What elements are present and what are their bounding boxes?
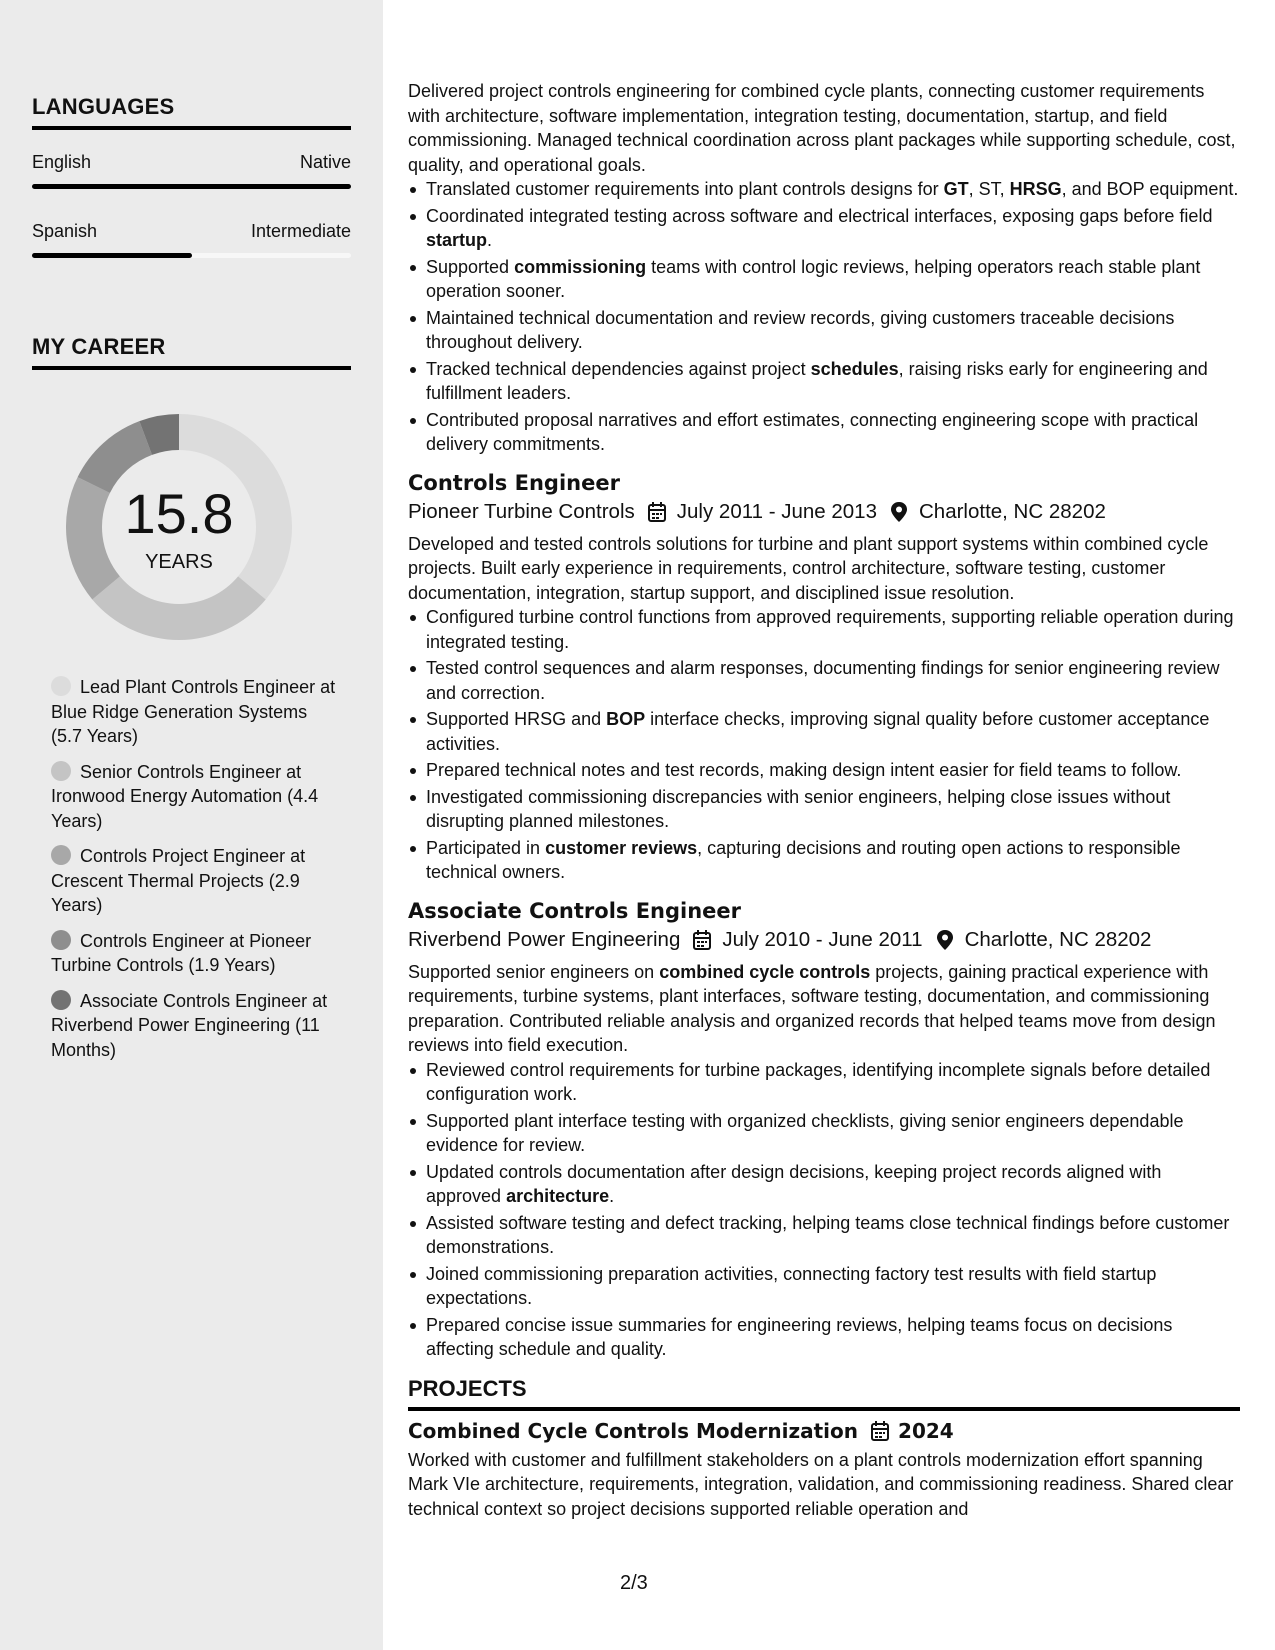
bullet-item — [408, 1109, 1240, 1158]
text-run: . — [609, 1186, 615, 1206]
career-legend-item — [51, 989, 341, 1063]
career-legend-item — [51, 760, 341, 834]
job-meta — [408, 497, 1240, 527]
bullet-item — [408, 357, 1240, 406]
job-location: Charlotte, NC 28202 — [964, 927, 1152, 951]
job-title: Associate Controls Engineer — [408, 898, 742, 923]
legend-label: Lead Plant Controls Engineer at Blue Ridge Generation Systems (5.7 Years) — [51, 677, 336, 746]
text-run: Configured turbine control functions from approved requirements, supporting reliable operation during integrated testing. — [426, 607, 1234, 652]
sidebar — [0, 0, 383, 1650]
bullet-item — [408, 1058, 1240, 1107]
text-run: , raising risks early for engineering and fulfillment leaders. — [426, 358, 1208, 403]
calendar-icon — [870, 1420, 890, 1442]
career-total-value: 15.8 — [124, 482, 234, 545]
experience-section — [408, 79, 1240, 1521]
job-meta — [408, 925, 1240, 955]
text-run: Reviewed control requirements for turbine packages, identifying incomplete signals before detailed configuration work. — [426, 1059, 1211, 1104]
project-title-row — [408, 1417, 1240, 1445]
job-dates: July 2010 - June 2011 — [722, 927, 923, 951]
location-pin-icon — [889, 501, 909, 523]
text-run: projects, gaining practical experience with requirements, turbine systems, plant interfaces, software testing, documentation, and commissioning preparation. Contributed reliable analysis and organized records that helped teams move from design reviews into field execution. — [408, 961, 1216, 1055]
bullet-item — [408, 306, 1240, 355]
language-level: Native — [299, 152, 351, 172]
bullet-item — [408, 1160, 1240, 1209]
job-dates: July 2011 - June 2013 — [676, 499, 877, 523]
language-bar-english — [32, 184, 351, 189]
job-bullets — [408, 177, 1240, 457]
text-run: Participated in — [426, 837, 546, 858]
career-legend — [51, 675, 341, 1073]
legend-label: Associate Controls Engineer at Riverbend Power Engineering (11 Months) — [51, 990, 328, 1060]
bullet-item — [408, 1211, 1240, 1260]
text-run: Prepared technical notes and test records, making design intent easier for field teams to follow. — [426, 760, 1182, 780]
text-run: Supported HRSG and — [426, 709, 607, 729]
bullet-item — [408, 785, 1240, 834]
company-name: Riverbend Power Engineering — [408, 927, 681, 951]
job-bullets — [408, 1058, 1240, 1362]
text-run: Coordinated integrated testing across software and electrical interfaces, exposing gaps before field — [426, 205, 1213, 226]
text-run-bold: startup — [426, 230, 488, 250]
legend-dot — [51, 676, 71, 696]
language-row-spanish — [32, 221, 351, 242]
career-heading: MY CAREER — [32, 334, 351, 370]
calendar-icon — [692, 929, 712, 951]
project-title: Combined Cycle Controls Modernization — [408, 1418, 859, 1443]
bullet-item — [408, 1262, 1240, 1311]
job-location: Charlotte, NC 28202 — [918, 499, 1106, 523]
location-pin-icon — [935, 929, 955, 951]
language-name: Spanish — [32, 221, 98, 241]
text-run: Tracked technical dependencies against project — [426, 358, 811, 379]
career-total-unit: YEARS — [145, 551, 213, 573]
text-run-bold: commissioning — [514, 256, 647, 277]
text-run-bold: HRSG — [1009, 179, 1062, 199]
job-description: Developed and tested controls solutions for turbine and plant support systems within combined cycle projects. Built early experience in requirements, control architecture, software testing, customer documentation, integration, startup support, and disciplined issue resolution. — [408, 533, 1209, 603]
legend-dot — [51, 845, 71, 865]
languages-heading: LANGUAGES — [32, 94, 351, 130]
text-run-bold: schedules — [810, 358, 899, 379]
career-legend-item — [51, 844, 341, 918]
page-number: 2/3 — [620, 1572, 648, 1594]
text-run: Tested control sequences and alarm responses, documenting findings for senior engineering review and correction. — [426, 658, 1220, 703]
main-content — [408, 0, 1240, 1650]
text-run: Supported plant interface testing with organized checklists, giving senior engineers dependable evidence for review. — [426, 1110, 1184, 1155]
text-run-bold: customer reviews — [545, 837, 698, 858]
legend-dot — [51, 990, 71, 1010]
text-run: , and BOP equipment. — [1061, 179, 1239, 199]
projects-heading: PROJECTS — [408, 1376, 1240, 1411]
text-run: Assisted software testing and defect tracking, helping teams close technical findings before customer demonstrations. — [426, 1212, 1230, 1257]
text-run: Translated customer requirements into plant controls designs for — [426, 179, 944, 199]
bullet-item — [408, 707, 1240, 756]
text-run-bold: GT — [943, 179, 969, 199]
language-bar-spanish — [32, 253, 351, 258]
text-run: interface checks, improving signal quality before customer acceptance activities. — [426, 709, 1210, 754]
bullet-item — [408, 177, 1240, 202]
text-run: Supported — [426, 256, 515, 277]
donut-slice-2 — [92, 576, 265, 640]
bullet-item — [408, 758, 1240, 783]
text-run: Investigated commissioning discrepancies with senior engineers, helping close issues without disrupting planned milestones. — [426, 786, 1171, 831]
job-title: Controls Engineer — [408, 470, 620, 495]
calendar-icon — [647, 501, 667, 523]
text-run: Maintained technical documentation and review records, giving customers traceable decisions throughout delivery. — [426, 307, 1175, 352]
text-run: , capturing decisions and routing open actions to responsible technical owners. — [426, 837, 1181, 882]
bullet-item — [408, 836, 1240, 885]
language-bar-fill — [32, 184, 351, 189]
language-row-english — [32, 152, 351, 173]
career-legend-item — [51, 675, 341, 749]
bullet-item — [408, 408, 1240, 457]
project-description: Worked with customer and fulfillment stakeholders on a plant controls modernization effort spanning Mark VIe architecture, requirements, integration, validation, and commissioning readiness. Shared clear technical context so project decisions supported reliable operation and — [408, 1449, 1234, 1519]
bullet-item — [408, 255, 1240, 304]
text-run-bold: BOP — [606, 709, 646, 729]
legend-label: Controls Engineer at Pioneer Turbine Controls (1.9 Years) — [51, 930, 312, 975]
job-description — [408, 960, 1240, 1058]
text-run: Supported senior engineers on — [408, 961, 660, 982]
legend-label: Senior Controls Engineer at Ironwood Energy Automation (4.4 Years) — [51, 761, 319, 831]
career-legend-item — [51, 929, 341, 978]
legend-dot — [51, 761, 71, 781]
text-run: Updated controls documentation after design decisions, keeping project records aligned with approved — [426, 1161, 1162, 1206]
language-level: Intermediate — [250, 221, 351, 241]
job-description: Delivered project controls engineering for combined cycle plants, connecting customer requirements with architecture, software implementation, integration testing, documentation, startup, and field commissioning. Managed technical coordination across plant packages while supporting schedule, cost, quality, and operational goals. — [408, 81, 1236, 175]
text-run: teams with control logic reviews, helping operators reach stable plant operation sooner. — [426, 256, 1201, 301]
project-year: 2024 — [898, 1418, 954, 1443]
legend-label: Controls Project Engineer at Crescent Thermal Projects (2.9 Years) — [51, 846, 306, 915]
language-bar-fill — [32, 253, 192, 258]
career-donut-chart — [66, 414, 292, 640]
text-run: . — [487, 230, 493, 250]
company-name: Pioneer Turbine Controls — [408, 499, 635, 523]
legend-dot — [51, 930, 71, 950]
text-run-bold: combined cycle controls — [659, 961, 871, 982]
bullet-item — [408, 656, 1240, 705]
text-run: Contributed proposal narratives and effort estimates, connecting engineering scope with practical delivery commitments. — [426, 409, 1199, 454]
text-run-bold: architecture — [506, 1186, 610, 1206]
text-run: , ST, — [968, 179, 1010, 199]
job-bullets — [408, 605, 1240, 885]
text-run: Joined commissioning preparation activities, connecting factory test results with field startup expectations. — [426, 1263, 1157, 1308]
bullet-item — [408, 204, 1240, 253]
bullet-item — [408, 605, 1240, 654]
text-run: Prepared concise issue summaries for engineering reviews, helping teams focus on decisions affecting schedule and quality. — [426, 1314, 1173, 1359]
bullet-item — [408, 1313, 1240, 1362]
language-name: English — [32, 152, 92, 172]
